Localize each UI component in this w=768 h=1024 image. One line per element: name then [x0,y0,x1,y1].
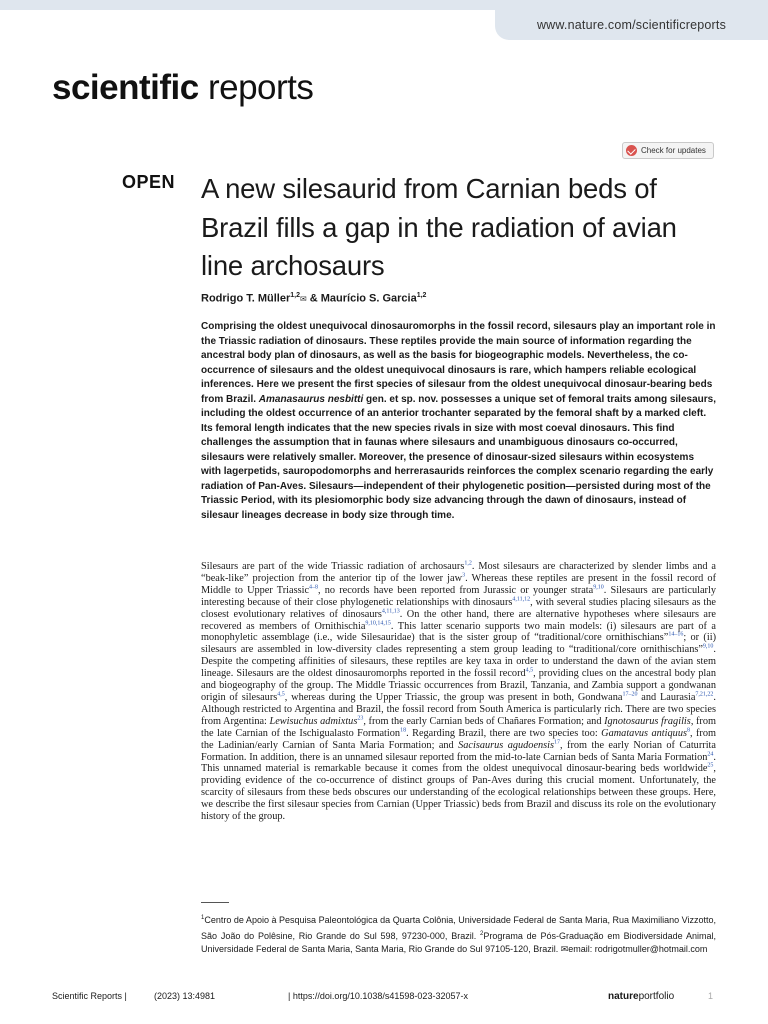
text-run: , whereas during the Upper Triassic, the group was present in both, Gondwana [284,691,623,703]
reference-citation[interactable]: 7,21,22 [695,691,714,698]
reference-citation[interactable]: 4,5 [277,691,285,698]
reference-citation[interactable]: 17–20 [622,691,638,698]
reference-citation[interactable]: 4,11,13 [381,608,400,615]
journal-logo[interactable] [52,68,313,108]
text-run: . This unnamed material is remarkable because it comes from the oldest unequivocal dinosaur-bearing beds worldwide [201,751,716,775]
reference-citation[interactable]: 1,2 [464,560,472,567]
species-name: Amanasaurus nesbitti [258,393,364,405]
text-run: . Regarding Brazil, there are two species too: [406,727,602,739]
top-bar [0,0,768,10]
article-title: A new silesaurid from Carnian beds of Brazil fills a gap in the radiation of avian line archosaurs [201,173,677,281]
check-updates-icon [626,145,637,156]
reference-citation[interactable]: 14–16 [668,632,684,639]
affiliations [201,912,716,957]
author-name[interactable]: Maurício S. Garcia [320,292,417,305]
text-run: . This latter scenario supports two main models: (i) silesaurs are part of a monophyletic assemblage (i.e., wide Silesauridae) that is the sister group of “traditional/core ornithischians” [201,620,716,644]
text-run: . Whereas these reptiles are present in the fossil record of Middle to Upper Triassic [201,572,717,596]
footer-journal: Scientific Reports | [52,991,127,1001]
author-affiliation-sup: 1,2 [416,292,427,299]
text-run: ; or (ii) silesaurs are assembled in low-diversity clades representing a stem group leading to “traditional/core ornithischians” [201,632,717,656]
reference-citation[interactable]: 24 [707,751,714,758]
logo-bold: scientific [52,68,199,107]
text-run: . Most silesaurs are characterized by slender limbs and a “beak-like” projection from the anterior tip of the lower jaw [201,561,716,584]
body-text [201,561,716,823]
publisher-bold: nature [608,991,639,1002]
text-run: , with several studies placing silesaurs as the closest evolutionary relatives of dinosaurs [201,596,716,620]
abstract-text: Comprising the oldest unequivocal dinosauromorphs in the fossil record, silesaurs play an important role in the Triassic radiation of dinosaurs. These reptiles provide the main source of information regarding the ancestral body plan of dinosaurs, as well as the basis for biogeographic models. Nevertheless, the co-occurrence of silesaurs and the oldest unequivocal dinosaurs is rare, which hampers reliable ecological inferences. Here we present the first species of silesaur from the oldest unequivocal dinosaur-bearing beds from Brazil. [201,321,716,405]
text-run: , providing clues on the ancestral body plan and biogeography of the group. The Middle Triassic occurrences from Brazil, Tanzania, and Zambia support a gondwanan origin of silesaurs [201,668,717,703]
abstract-text: gen. et sp. nov. possesses a unique set of femoral traits among silesaurs, including the oldest occurrence of an anterior trochanter separated by the femoral shaft by a marked cleft. Its femoral length indicates that the new species rivals in size with most coeval dinosaurs. This find challenges the assumption that in faunas where silesaurs and unambiguous dinosaurs co-occurred, silesaurs were relatively smaller. Moreover, the presence of dinosaur-sized silesaurs within ecosystems with lagerpetids, sauropodomorphs and herrerasaurids reinforces the complex scenario regarding the early radiation of Pan-Aves. Silesaurs—independent of their phylogenetic position—persisted during most of the Triassic Period, with its plesiomorphic body size advancing through the dawn of dinosaurs, instead of silesaur lineages decrease in body size through time. [201,393,716,521]
reference-citation[interactable]: 8 [686,727,690,734]
text-run: Silesaurs are part of the wide Triassic radiation of archosaurs [201,561,465,572]
reference-citation[interactable]: 23 [357,715,364,722]
footer-citation: (2023) 13:4981 [154,991,216,1001]
species-name: Gamatavus antiquus [601,727,687,739]
text-run: , providing evidence of the co-occurrence of distinct groups of Pan-Aves during this crucial moment. Unfortunately, the scarcity of silesaurs from these beds obscures our understanding of the ecological relationships between these groups. Here, we describe the first silesaur species from Carnian (Upper Triassic) beds from Brazil and discuss its role on the evolutionary history of the group. [201,763,716,823]
text-run: . On the other hand, there are alternative hypotheses where silesaurs are recovered as members of Ornithischia [201,608,717,632]
text-run: . Silesaurs are particularly interesting because of their close phylogenetic relationships with dinosaurs [201,584,716,608]
author-separator: & [306,292,321,305]
text-run: Programa de Pós-Graduação em Biodiversidade Animal, Universidade Federal de Santa Maria, Santa Maria, Rio Grande do Sul 97105-120, Brazil. ✉email: rodrigotmuller@hotmail.com [201,930,716,955]
reference-citation[interactable]: 9,10 [702,643,714,650]
reference-citation[interactable]: 25 [707,762,714,769]
footer-doi-link[interactable]: | https://doi.org/10.1038/s41598-023-32057-x [288,991,468,1001]
footnote-rule [201,902,229,903]
reference-citation[interactable]: 1 [201,915,205,921]
author-list [201,292,426,305]
species-name: Lewisuchus admixtus [269,715,358,727]
reference-citation[interactable]: 2 [480,930,484,937]
text-run: and Laurasia [637,691,696,703]
logo-light: reports [198,68,314,107]
text-run: , no records have been reported from Jurassic or younger strata [318,584,594,596]
reference-citation[interactable]: 4–8 [309,584,319,591]
reference-citation[interactable]: 3 [462,572,466,579]
mail-icon[interactable]: ✉ [299,294,307,304]
reference-citation[interactable]: 9,10,14,15 [365,620,391,627]
species-name: Ignotosaurus fragilis [604,715,691,727]
reference-citation[interactable]: 9,10 [593,584,604,591]
author-affiliation-sup: 1,2 [290,292,300,299]
text-run: . Despite the competing affinities of silesaurs, these reptiles are key taxa in order to understand the dawn of the avian stem lineage. Silesaurs are the oldest dinosauromorphs reported in the fossil record [201,644,716,680]
text-run: , from the late Carnian of the Ischigualasto Formation [201,715,717,739]
text-run: , from the early Carnian beds of Chañares Formation; and [363,715,605,727]
page-number: 1 [708,991,714,1001]
reference-citation[interactable]: 4,11,12 [512,596,531,603]
reference-citation[interactable]: 17 [554,739,561,746]
text-run: , from the early Norian of Caturrita Formation. In addition, there is an unnamed silesaur reported from the mid-to-late Carnian beds of Santa Maria Formation [201,739,716,763]
journal-url[interactable]: www.nature.com/scientificreports [495,10,768,40]
check-for-updates-button[interactable] [622,142,714,159]
open-access-label: OPEN [122,172,176,192]
author-name[interactable]: Rodrigo T. Müller [201,292,291,305]
text-run: Centro de Apoio à Pesquisa Paleontológica da Quarta Colônia, Universidade Federal de Santa Maria, Rua Maximiliano Vizzotto, São João do Polêsine, Rio Grande do Sul 598, 97230-000, Brazil. [201,915,716,941]
publisher-logo [608,991,674,1002]
reference-citation[interactable]: 18 [400,727,407,734]
abstract [201,320,716,523]
text-run: . Although restricted to Argentina and Brazil, the fossil record from South America is particularly rich. There are two species from Argentina: [201,691,716,727]
text-run: , from the Ladinian/early Carnian of Santa Maria Formation; and [201,727,717,751]
species-name: Sacisaurus agudoensis [458,739,555,751]
publisher-light: portfolio [638,991,675,1002]
check-updates-label: Check for updates [641,146,706,155]
reference-citation[interactable]: 4,5 [525,667,534,674]
